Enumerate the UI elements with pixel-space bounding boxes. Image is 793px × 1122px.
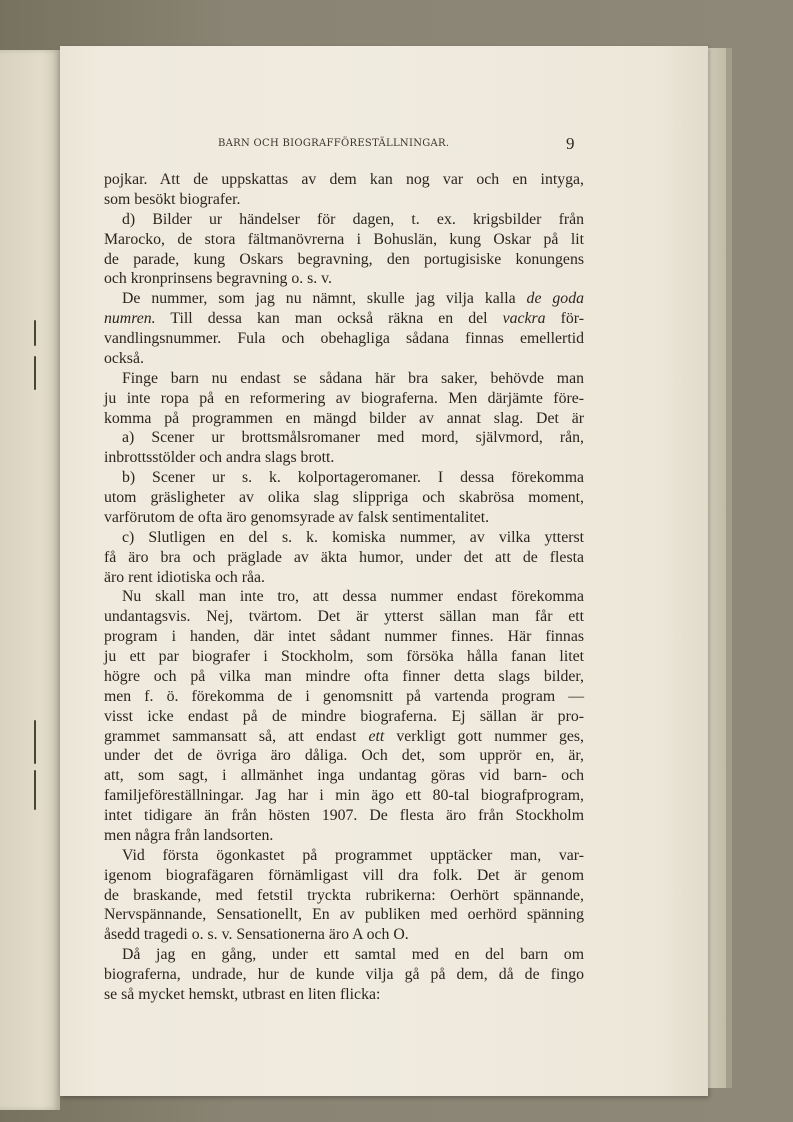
facing-page-edge xyxy=(0,50,60,1110)
text-line xyxy=(104,886,584,906)
text-line xyxy=(104,349,584,369)
text-run: ju inte ropa på en reformering av biograferna. Men därjämte före- xyxy=(104,389,584,407)
text-line xyxy=(104,170,584,190)
text-run: Finge barn nu endast se sådana här bra saker, behövde man xyxy=(122,369,584,387)
text-line xyxy=(104,667,584,687)
text-line xyxy=(104,727,584,747)
text-run: för- xyxy=(545,310,584,328)
emphasis-text: de goda xyxy=(526,290,584,308)
text-line xyxy=(104,746,584,766)
emphasis-text: ett xyxy=(368,727,385,745)
text-run: familjeföreställningar. Jag har i min ägo ett 80-tal biografprogram, xyxy=(104,787,584,805)
text-run: Marocko, de stora fältmanövrerna i Bohuslän, kung Oskar på lit xyxy=(104,230,584,248)
text-line xyxy=(104,866,584,886)
text-run: ju ett par biografer i Stockholm, som försöka hålla fanan litet xyxy=(104,648,584,665)
body-text xyxy=(104,170,584,1005)
text-line xyxy=(104,468,584,488)
text-run: visst icke endast på de mindre biograferna. Ej sällan är pro- xyxy=(104,707,584,725)
margin-mark xyxy=(34,720,36,764)
text-run: få äro bra och präglade av äkta humor, under det att de flesta xyxy=(104,548,584,566)
text-run: att, som sagt, i allmänhet inga undantag göras vid barn- och xyxy=(104,767,584,785)
text-run: och kronprinsens begravning o. s. v. xyxy=(104,270,332,288)
text-line xyxy=(104,568,584,588)
margin-mark xyxy=(34,770,36,810)
emphasis-text: numren. xyxy=(104,310,156,328)
text-run: varförutom de ofta äro genomsyrade av falsk sentimentalitet. xyxy=(104,508,490,526)
text-run: Till dessa kan man också räkna en del xyxy=(155,310,503,328)
text-line xyxy=(104,369,584,389)
page-number: 9 xyxy=(566,134,575,153)
text-line xyxy=(104,210,584,230)
text-line xyxy=(104,448,584,468)
text-run: men f. ö. förekomma de i genomsnitt på vartenda program — xyxy=(104,687,584,705)
text-run: b) Scener ur s. k. kolportageromaner. I dessa förekomma xyxy=(122,469,584,487)
text-run: d) Bilder ur händelser för dagen, t. ex. krigsbilder från xyxy=(122,210,584,228)
text-line xyxy=(104,925,584,945)
text-line xyxy=(104,488,584,508)
text-line xyxy=(104,766,584,786)
text-run: undantagsvis. Nej, tvärtom. Det är ytterst sällan man får ett xyxy=(104,608,584,626)
text-line xyxy=(104,389,584,409)
text-line xyxy=(104,786,584,806)
text-line xyxy=(104,707,584,727)
margin-mark xyxy=(34,356,36,390)
text-line xyxy=(104,409,584,429)
text-line xyxy=(104,627,584,647)
text-run: verkligt gott nummer ges, xyxy=(384,727,585,745)
text-run: också. xyxy=(104,349,144,367)
text-run: äro rent idiotiska och råa. xyxy=(104,568,265,586)
text-line xyxy=(104,945,584,965)
text-line xyxy=(104,806,584,826)
text-line xyxy=(104,647,584,667)
text-line xyxy=(104,846,584,866)
text-line xyxy=(104,329,584,349)
text-line xyxy=(104,289,584,309)
text-run: Vid första ögonkastet på programmet upptäcker man, var- xyxy=(122,846,584,864)
text-run: biograferna, undrade, hur de kunde vilja gå på dem, då de fingo xyxy=(104,966,584,983)
text-line xyxy=(104,965,584,985)
text-run: komma på programmen en mängd bilder av annat slag. Det är xyxy=(104,409,584,427)
text-run: Nu skall man inte tro, att dessa nummer endast förekomma xyxy=(122,588,584,606)
text-line xyxy=(104,905,584,925)
text-line xyxy=(104,687,584,707)
text-line xyxy=(104,607,584,627)
text-run: Nervspännande, Sensationellt, En av publiken med oerhörd spänning xyxy=(104,906,584,924)
text-run: intet tidigare än från hösten 1907. De flesta äro från Stockholm xyxy=(104,807,584,824)
text-line xyxy=(104,428,584,448)
text-run: igenom biografägaren förnämligast vill dra folk. Det är genom xyxy=(104,866,584,884)
text-run: De nummer, som jag nu nämnt, skulle jag vilja kalla xyxy=(122,290,527,308)
text-line xyxy=(104,190,584,210)
text-run: som besökt biografer. xyxy=(104,190,241,208)
running-head: BARN OCH BIOGRAFFÖRESTÄLLNINGAR. xyxy=(218,138,450,149)
text-line xyxy=(104,548,584,568)
text-run: pojkar. Att de uppskattas av dem kan nog var och en intyga, xyxy=(104,171,584,188)
text-line xyxy=(104,985,584,1005)
text-line xyxy=(104,826,584,846)
text-run: under det de övriga äro dåliga. Och det, som upprör en, är, xyxy=(104,747,584,765)
text-line xyxy=(104,230,584,250)
text-run: men några från landsorten. xyxy=(104,826,274,844)
text-run: åsedd tragedi o. s. v. Sensationerna äro A och O. xyxy=(104,926,409,944)
text-run: de braskande, med fetstil tryckta rubrikerna: Oerhört spännande, xyxy=(104,886,584,904)
text-run: inbrottsstölder och andra slags brott. xyxy=(104,449,335,467)
text-line xyxy=(104,269,584,289)
text-run: c) Slutligen en del s. k. komiska nummer, av vilka ytterst xyxy=(122,528,584,546)
text-run: grammet sammansatt så, att endast xyxy=(104,727,369,745)
margin-mark xyxy=(34,320,36,346)
text-run: se så mycket hemskt, utbrast en liten flicka: xyxy=(104,985,381,1003)
text-run: a) Scener ur brottsmålsromaner med mord, självmord, rån, xyxy=(122,429,584,447)
text-line xyxy=(104,508,584,528)
text-run: högre och på vilka man mindre ofta finner detta slags bilder, xyxy=(104,667,584,685)
text-run: de parade, kung Oskars begravning, den portugisiske konungens xyxy=(104,250,584,268)
text-run: Då jag en gång, under ett samtal med en del barn om xyxy=(122,946,584,964)
text-run: program i handen, där intet sådant nummer finnes. Här finnas xyxy=(104,628,584,646)
text-run: vandlingsnummer. Fula och obehagliga sådana finnas emellertid xyxy=(104,330,584,347)
text-line xyxy=(104,250,584,270)
text-line xyxy=(104,587,584,607)
text-line xyxy=(104,309,584,329)
text-line xyxy=(104,528,584,548)
emphasis-text: vackra xyxy=(502,310,546,328)
text-run: utom gräsligheter av olika slag slippriga och skabrösa moment, xyxy=(104,489,584,506)
